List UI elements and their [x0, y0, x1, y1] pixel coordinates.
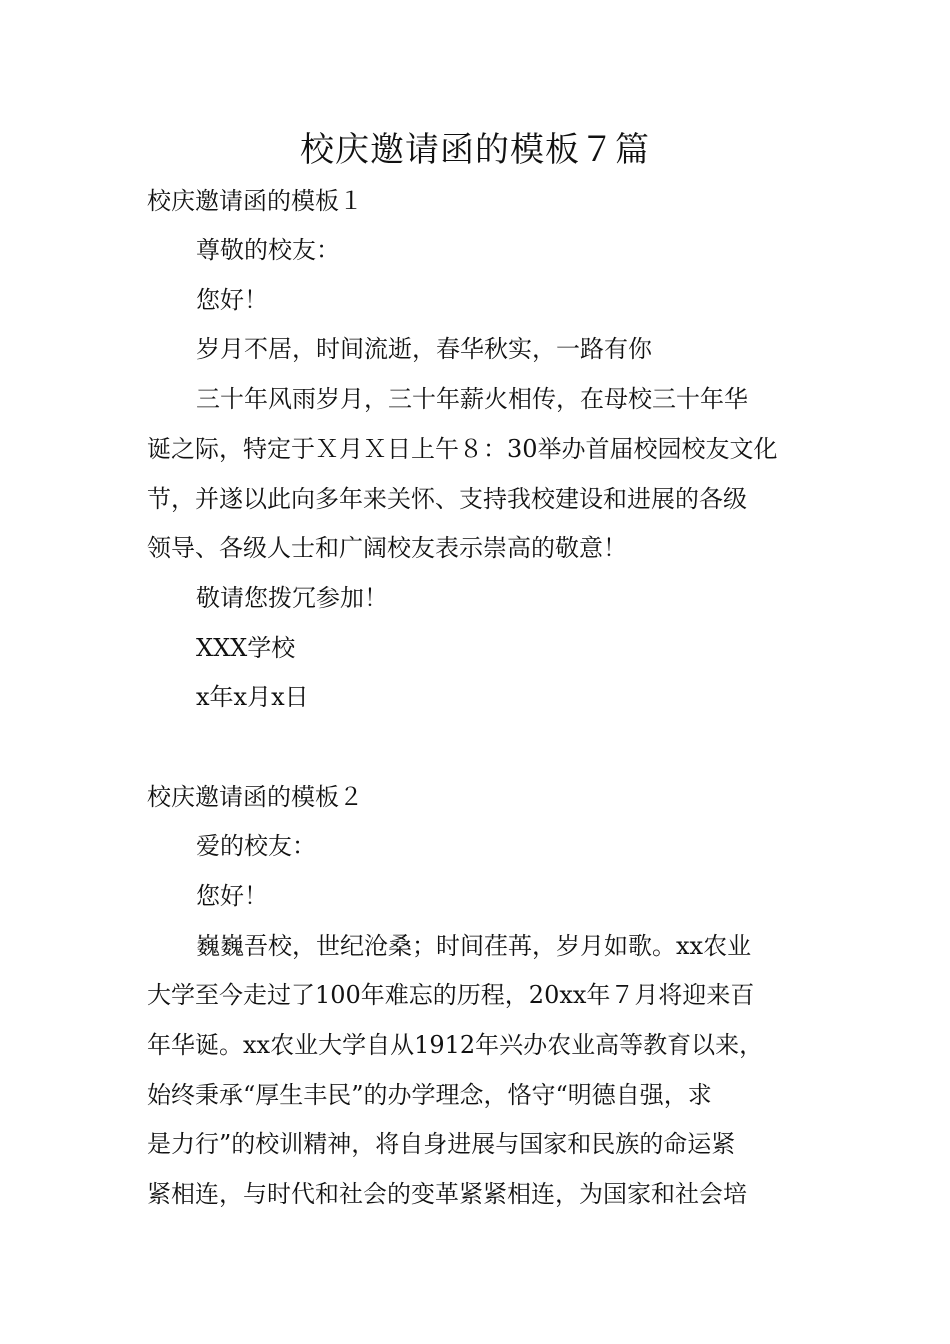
paragraph-line: 巍巍吾校，世纪沧桑；时间荏苒，岁月如歌。xx农业 — [196, 932, 752, 960]
paragraph-line: 紧相连，与时代和社会的变革紧紧相连，为国家和社会培 — [147, 1180, 747, 1208]
paragraph-line: 始终秉承“厚生丰民”的办学理念，恪守“明德自强，求 — [147, 1081, 712, 1109]
invitation-line: 敬请您拨冗参加！ — [196, 584, 388, 612]
paragraph-line: 节，并遂以此向多年来关怀、支持我校建设和进展的各级 — [147, 485, 747, 513]
body-line: 岁月不居，时间流逝，春华秋实，一路有你 — [196, 335, 652, 363]
paragraph-line: 是力行”的校训精神，将自身进展与国家和民族的命运紧 — [147, 1130, 736, 1158]
greeting: 您好！ — [196, 882, 268, 910]
signature: XXX学校 — [196, 634, 296, 662]
salutation: 爱的校友： — [196, 832, 316, 860]
paragraph-line: 年华诞。xx农业大学自从1912年兴办农业高等教育以来， — [147, 1031, 764, 1059]
document-title: 校庆邀请函的模板７篇 — [300, 130, 650, 170]
salutation: 尊敬的校友： — [196, 236, 340, 264]
paragraph-line: 大学至今走过了100年难忘的历程，20xx年７月将迎来百 — [147, 981, 755, 1009]
section-heading: 校庆邀请函的模板２ — [147, 783, 363, 811]
paragraph-line: 诞之际，特定于Ｘ月Ｘ日上午８：30举办首届校园校友文化 — [147, 435, 778, 463]
paragraph-line: 三十年风雨岁月，三十年薪火相传，在母校三十年华 — [196, 385, 748, 413]
paragraph-line: 领导、各级人士和广阔校友表示崇高的敬意！ — [147, 534, 627, 562]
greeting: 您好！ — [196, 286, 268, 314]
section-heading: 校庆邀请函的模板１ — [147, 187, 363, 215]
date-line: x年x月x日 — [196, 683, 309, 711]
